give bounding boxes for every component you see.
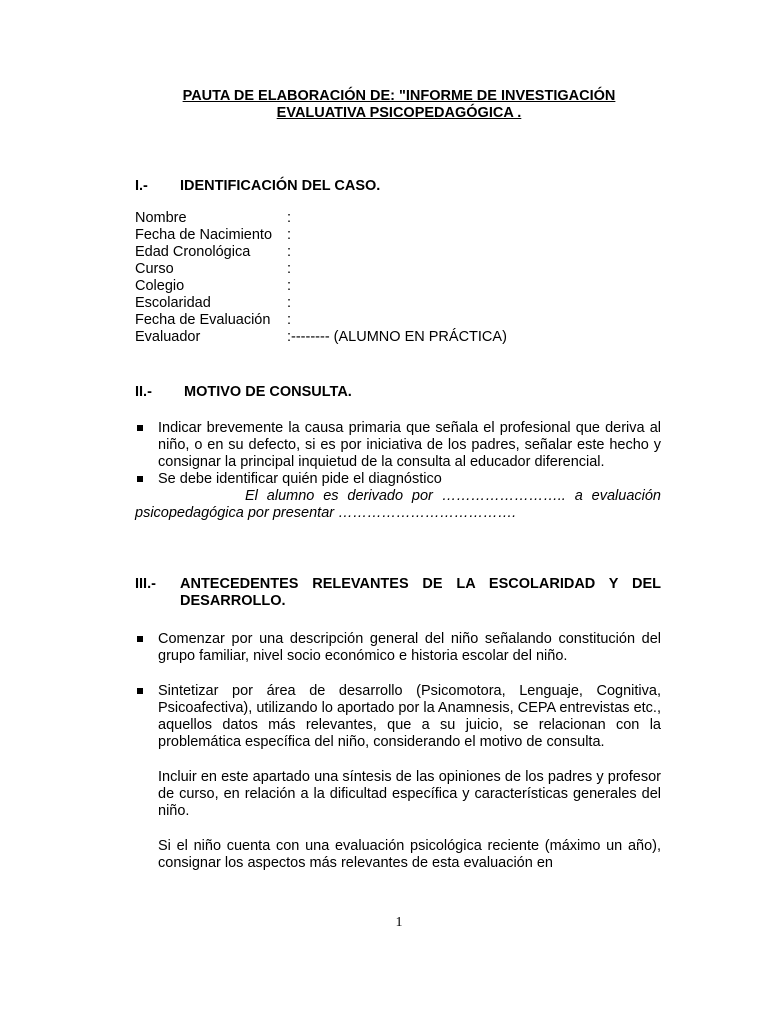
title-line-2: EVALUATIVA PSICOPEDAGÓGICA . [276, 105, 522, 121]
field-value: : [287, 295, 292, 311]
list-item-text: Indicar brevemente la causa primaria que señala el profesional que deriva al niño, o en su defecto, si es por iniciativa de los padres, señalar este hecho y consignar la principal inquietud de la consulta al educador diferencial. [158, 420, 661, 470]
derivation-line-2: psicopedagógica por presentar ………………………………. [135, 505, 517, 521]
section-2-title: MOTIVO DE CONSULTA. [184, 384, 352, 400]
page-number: 1 [395, 915, 403, 930]
field-label: Evaluador [135, 329, 201, 345]
list-item [135, 471, 661, 488]
field-row-edad-cronologica [135, 244, 655, 261]
bullet-square-icon [137, 476, 143, 482]
section-2-number: II.- [135, 384, 152, 400]
field-row-fecha-nacimiento [135, 227, 655, 244]
document-title [136, 88, 662, 122]
bullet-square-icon [137, 636, 143, 642]
derivation-line-1: El alumno es derivado por …………………….. a evaluación [245, 488, 661, 504]
field-label: Edad Cronológica [135, 244, 251, 260]
field-value: : [287, 312, 292, 328]
bullet-square-icon [137, 688, 143, 694]
field-label: Fecha de Nacimiento [135, 227, 273, 243]
case-identification-fields [135, 210, 655, 346]
list-item [135, 683, 661, 751]
bullet-square-icon [137, 425, 143, 431]
field-label: Fecha de Evaluación [135, 312, 271, 328]
field-value: : [287, 278, 292, 294]
paragraph: Incluir en este apartado una síntesis de las opiniones de los padres y profesor de curso, en relación a la dificultad específica y características generales del niño. [158, 769, 661, 819]
field-row-nombre [135, 210, 655, 227]
field-value: : [287, 261, 292, 277]
field-value: :-------- (ALUMNO EN PRÁCTICA) [287, 329, 507, 345]
field-label: Nombre [135, 210, 187, 226]
section-3-title-line-1: ANTECEDENTES RELEVANTES DE LA ESCOLARIDAD Y DEL [180, 576, 661, 592]
section-1-title: IDENTIFICACIÓN DEL CASO. [180, 178, 381, 194]
field-value: : [287, 210, 292, 226]
field-value: : [287, 244, 292, 260]
list-item-text: Comenzar por una descripción general del niño señalando constitución del grupo familiar, nivel socio económico e historia escolar del niño. [158, 631, 661, 664]
field-row-fecha-evaluacion [135, 312, 655, 329]
field-row-escolaridad [135, 295, 655, 312]
section-3-heading [135, 576, 661, 610]
field-value: : [287, 227, 292, 243]
field-label: Escolaridad [135, 295, 211, 311]
section-2-body [135, 420, 661, 522]
field-label: Colegio [135, 278, 185, 294]
list-item [135, 420, 661, 471]
section-3-number: III.- [135, 576, 156, 592]
section-1-heading [135, 178, 661, 195]
section-2-heading [135, 384, 661, 401]
list-item [135, 631, 661, 665]
section-3-body [135, 631, 661, 872]
field-row-curso [135, 261, 655, 278]
field-row-colegio [135, 278, 655, 295]
field-label: Curso [135, 261, 174, 277]
list-item-text: Se debe identificar quién pide el diagnóstico [158, 471, 442, 487]
list-item-text: Sintetizar por área de desarrollo (Psicomotora, Lenguaje, Cognitiva, Psicoafectiva), utilizando lo aportado por la Anamnesis, CEPA entrevistas etc., aquellos datos más relevantes, que a su juicio, se relacionan con la problemática específica del niño, considerando el motivo de consulta. [158, 683, 661, 750]
title-line-1: PAUTA DE ELABORACIÓN DE: "INFORME DE INVESTIGACIÓN [182, 88, 616, 104]
section-3-title-line-2: DESARROLLO. [180, 593, 286, 609]
section-1-number: I.- [135, 178, 148, 194]
paragraph: Si el niño cuenta con una evaluación psicológica reciente (máximo un año), consignar los aspectos más relevantes de esta evaluación en [158, 838, 661, 871]
field-row-evaluador [135, 329, 655, 346]
